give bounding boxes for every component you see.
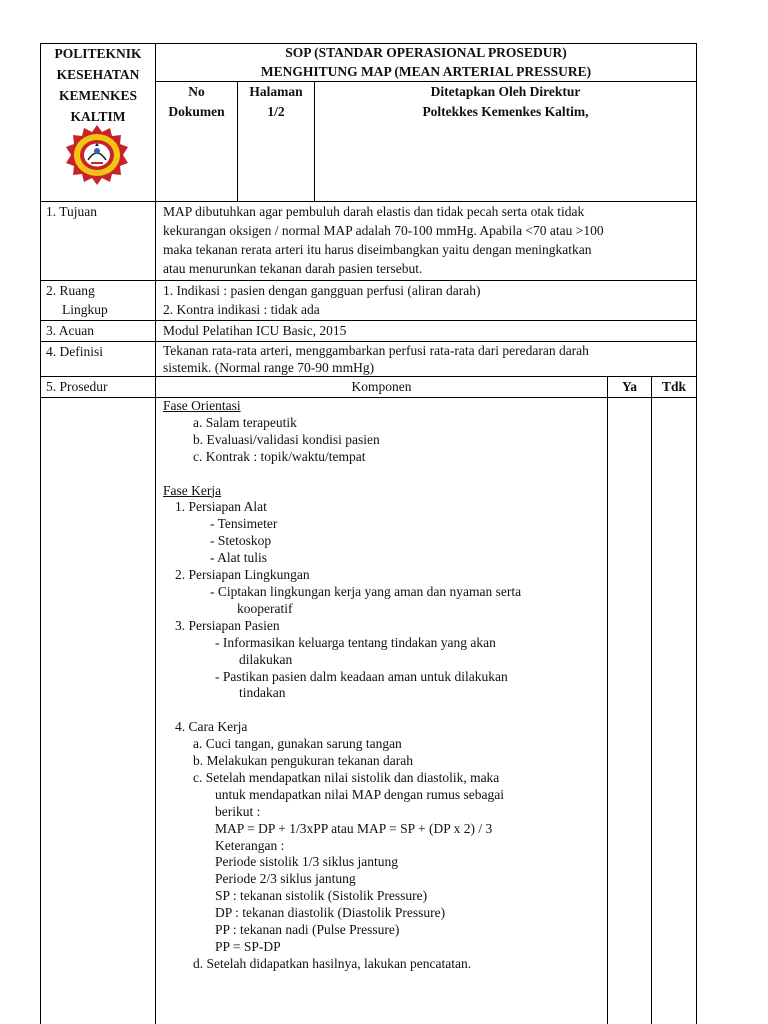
halaman-header <box>238 82 314 122</box>
definisi-text <box>163 343 589 376</box>
cara-item: c. Setelah mendapatkan nilai sistolik dan diastolik, maka <box>193 769 500 785</box>
ditetapkan-line2: Poltekkes Kemenkes Kaltim, <box>422 104 589 119</box>
cara-c-line: PP : tekanan nadi (Pulse Pressure) <box>215 922 400 938</box>
tujuan-label: 1. Tujuan <box>46 204 98 219</box>
orientasi-item: a. Salam terapeutik <box>193 414 297 430</box>
cara-c-line: berikut : <box>215 803 261 819</box>
table-border-right <box>696 43 697 1024</box>
halaman-value: 1/2 <box>267 104 285 119</box>
pasien-item: - Pastikan pasien dalm keadaan aman untuk dilakukan <box>215 668 508 684</box>
institution-line: KEMENKES <box>58 88 137 103</box>
tujuan-line: MAP dibutuhkan agar pembuluh darah elastis dan tidak pecah serta otak tidak <box>163 204 585 219</box>
lingkungan-item-cont: kooperatif <box>237 600 293 616</box>
ditetapkan-line1: Ditetapkan Oleh Direktur <box>430 84 581 99</box>
ruang-line: 2. Kontra indikasi : tidak ada <box>163 302 320 317</box>
institution-seal-icon <box>62 124 132 186</box>
table-border-left <box>40 43 41 1024</box>
no-label: No <box>188 84 205 99</box>
column-divider-label <box>155 43 156 1024</box>
procedure-content <box>163 398 603 973</box>
sop-title-line2: MENGHITUNG MAP (MEAN ARTERIAL PRESSURE) <box>260 64 592 79</box>
ruang-label-line2: Lingkup <box>62 302 108 317</box>
halaman-label: Halaman <box>249 84 303 99</box>
cara-c-line: untuk mendapatkan nilai MAP dengan rumus sebagai <box>215 786 504 802</box>
ruang-line: 1. Indikasi : pasien dengan gangguan perfusi (aliran darah) <box>163 283 481 298</box>
cara-kerja-title: 4. Cara Kerja <box>175 719 248 735</box>
institution-line: KESEHATAN <box>56 67 140 82</box>
ditetapkan-header <box>315 82 696 122</box>
alat-item: - Tensimeter <box>210 516 278 532</box>
persiapan-lingkungan-title: 2. Persiapan Lingkungan <box>175 567 310 583</box>
column-divider-tdk <box>651 376 652 1024</box>
cara-item: d. Setelah didapatkan hasilnya, lakukan pencatatan. <box>193 955 472 971</box>
institution-name <box>41 43 155 127</box>
prosedur-label: 5. Prosedur <box>46 379 108 394</box>
cara-c-line: Keterangan : <box>215 837 285 853</box>
pasien-item-cont: dilakukan <box>239 651 293 667</box>
row-divider-definisi <box>40 341 697 342</box>
cara-item: b. Melakukan pengukuran tekanan darah <box>193 753 414 769</box>
ruang-label <box>46 281 108 319</box>
lingkungan-item: - Ciptakan lingkungan kerja yang aman dan nyaman serta <box>210 583 522 599</box>
acuan-label: 3. Acuan <box>46 323 94 338</box>
cara-c-line: Periode 2/3 siklus jantung <box>215 871 356 887</box>
institution-line: POLITEKNIK <box>54 46 142 61</box>
pasien-item-cont: tindakan <box>239 685 286 701</box>
tujuan-text <box>163 202 693 278</box>
definisi-line: Tekanan rata-rata arteri, menggambarkan perfusi rata-rata dari peredaran darah <box>163 343 589 358</box>
row-divider-acuan <box>40 320 697 321</box>
orientasi-item: b. Evaluasi/validasi kondisi pasien <box>193 431 380 447</box>
tujuan-line: kekurangan oksigen / normal MAP adalah 70-100 mmHg. Apabila <70 atau >100 <box>163 223 604 238</box>
tujuan-line: atau menurunkan tekanan darah pasien tersebut. <box>163 261 423 276</box>
persiapan-alat-title: 1. Persiapan Alat <box>175 499 267 515</box>
orientasi-item: c. Kontrak : topik/waktu/tempat <box>193 448 366 464</box>
pasien-item: - Informasikan keluarga tentang tindakan yang akan <box>215 634 496 650</box>
column-divider-ya <box>607 376 608 1024</box>
definisi-line: sistemik. (Normal range 70-90 mmHg) <box>163 359 375 375</box>
no-dokumen-header <box>156 82 237 122</box>
persiapan-pasien-title: 3. Persiapan Pasien <box>175 617 280 633</box>
cara-c-line: Periode sistolik 1/3 siklus jantung <box>215 854 399 870</box>
fase-kerja-title: Fase Kerja <box>163 482 222 498</box>
alat-item: - Alat tulis <box>210 550 267 566</box>
map-formula: MAP = DP + 1/3xPP atau MAP = SP + (DP x 2) / 3 <box>215 820 493 836</box>
tdk-header: Tdk <box>661 379 687 394</box>
alat-item: - Stetoskop <box>210 533 272 549</box>
dokumen-label: Dokumen <box>168 104 225 119</box>
cara-c-line: SP : tekanan sistolik (Sistolik Pressure) <box>215 888 428 904</box>
acuan-text: Modul Pelatihan ICU Basic, 2015 <box>163 323 347 338</box>
ruang-text <box>163 281 481 319</box>
tujuan-line: maka tekanan rerata arteri itu harus diseimbangkan yaitu dengan meningkatkan <box>163 242 592 257</box>
komponen-header: Komponen <box>351 379 412 394</box>
cara-item: a. Cuci tangan, gunakan sarung tangan <box>193 736 402 752</box>
cara-c-line: PP = SP-DP <box>215 939 281 954</box>
ruang-label-line1: 2. Ruang <box>46 283 95 298</box>
ya-header: Ya <box>621 379 637 394</box>
cara-c-line: DP : tekanan diastolik (Diastolik Pressure) <box>215 905 446 921</box>
sop-title <box>156 43 696 81</box>
sop-title-line1: SOP (STANDAR OPERASIONAL PROSEDUR) <box>285 45 567 60</box>
definisi-label: 4. Definisi <box>46 344 103 359</box>
fase-orientasi-title: Fase Orientasi <box>163 398 241 413</box>
institution-line: KALTIM <box>70 109 126 124</box>
